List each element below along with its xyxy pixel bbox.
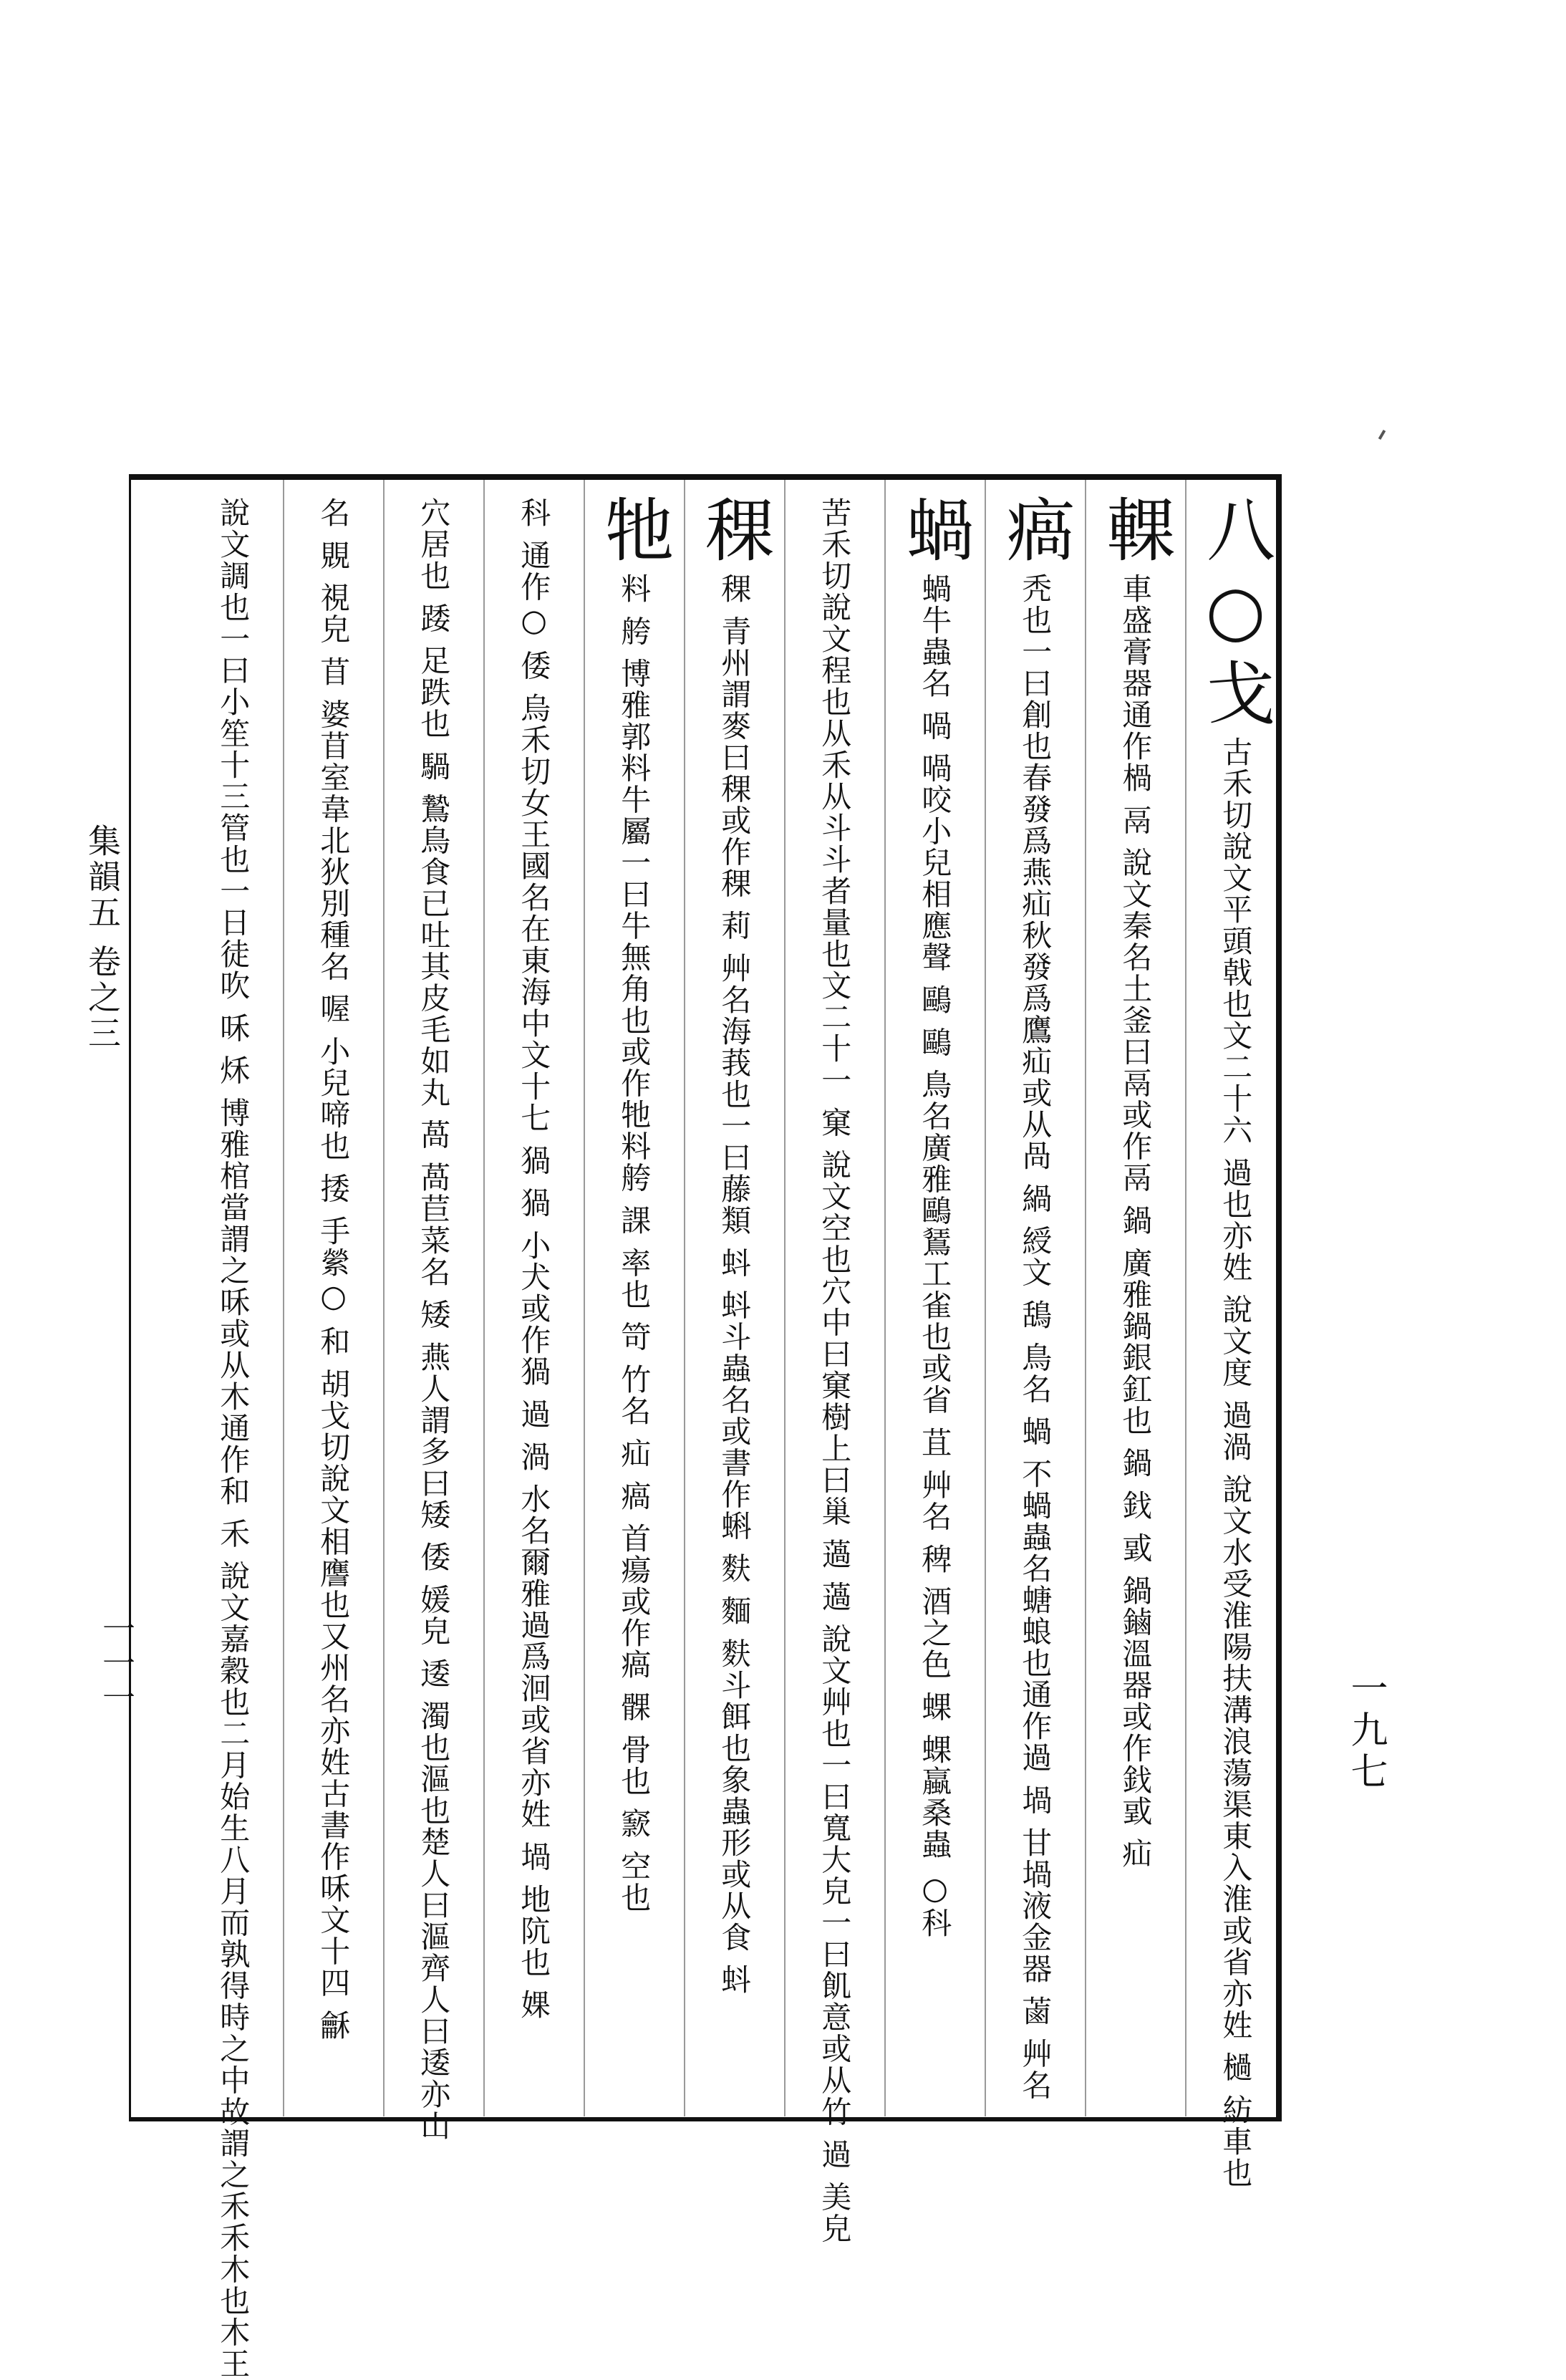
text-column <box>190 494 276 2380</box>
column-text: 秃也一曰創也春發爲燕疝秋發爲鷹疝或从咼 緺 綬文 鴰 鳥名 蝸 不蝸蟲名螗蜋也通作過 堝 甘堝液金器 蓾 艸名 <box>1018 573 1053 2101</box>
column-text: 穴居也 踒 足跌也 騧 鷙鳥食已吐其皮毛如丸 萵 萵苣菜名 矮 燕人謂多曰矮 倭 媛皃 逶 濁也漚也楚人曰漚齊人曰逶亦山 <box>416 497 452 2142</box>
column-head-char: 稞 <box>694 494 775 570</box>
text-column <box>1192 494 1278 2189</box>
running-head: 集韻五 卷之三 <box>83 824 122 1052</box>
column-rule <box>684 480 685 2116</box>
column-head-char: 蝸 <box>894 494 975 570</box>
column-rule <box>884 480 886 2116</box>
column-text: 科 通作○ 倭 烏禾切女王國名在東海中文十七 猧 猧 小犬或作猧 過 渦 水名爾雅過爲洄或省亦姓 堝 地阬也 婐 <box>516 497 552 2021</box>
column-text: 蝸牛蟲名 喎 喎咬小兒相應聲 鷗 鷗 鳥名廣雅鷗鵟工雀也或省 苴 艸名 稗 酒之色 蜾 蜾蠃桑蟲 ○科 <box>917 573 953 1940</box>
margin-mark: 一一一 <box>97 1611 136 1715</box>
text-column <box>290 494 376 2106</box>
text-column <box>1092 494 1178 2106</box>
column-text: 料 舿 博雅郭料牛屬一曰牛無角也或作牠料舿 課 率也 笴 竹名 疝 瘑 首瘍或作瘑 髁 骨也 窾 空也 <box>617 573 652 1914</box>
text-column <box>691 494 777 2106</box>
text-column <box>791 494 877 2245</box>
text-column <box>490 494 576 2106</box>
scan-speck <box>1378 430 1386 440</box>
column-head-char: 八○戈 <box>1195 494 1276 733</box>
column-text: 苦禾切說文程也从禾从斗斗者量也文二十一 窠 說文空也穴中曰窠樹上曰巢 薖 薖 說文艸也一曰寬大皃一曰飢意或从竹 過 美皃 <box>817 497 853 2245</box>
text-column <box>591 494 677 2106</box>
text-column <box>390 494 476 2142</box>
column-head-char: 瘑 <box>995 494 1076 570</box>
page-number: 一九七 <box>1344 1669 1387 1793</box>
column-rule <box>1185 480 1186 2116</box>
text-column <box>891 494 977 2106</box>
column-head-char: 輠 <box>1095 494 1176 570</box>
column-text: 車盛膏器通作楇 鬲 說文秦名土釜曰鬲或作鬲 鍋 廣雅鍋銀釭也 鍋 鈛 戜 鍋鏀溫器或作鈛戜 疝 <box>1118 573 1154 1870</box>
column-rule <box>784 480 786 2116</box>
column-text: 說文調也一曰小笙十三管也一日徒吹 咊 秌 博雅棺當謂之咊或从木通作和 禾 說文嘉穀也二月始生八月而孰得時之中故謂之禾禾木也木王 <box>216 497 251 2380</box>
column-rule <box>483 480 485 2116</box>
column-rule <box>283 480 284 2116</box>
column-text: 名 覞 視皃 苜 婆苜室韋北狄別種名 喔 小兒啼也 捼 手縈○ 和 胡戈切說文相譍也又州名亦姓古書作咊文十四 龢 <box>316 497 352 2041</box>
column-rule <box>1085 480 1086 2116</box>
column-rule <box>584 480 585 2116</box>
column-rule <box>985 480 986 2116</box>
column-text: 稞 青州謂麥曰稞或作稞 莉 艸名海莪也一曰藤類 蚪 蚪斗蟲名或書作蝌 麩 麵 麩斗餌也象蟲形或从食 蚪 <box>717 573 753 1996</box>
column-head-char: 牠 <box>594 494 675 570</box>
text-column <box>992 494 1078 2106</box>
column-text: 古禾切說文平頭戟也文二十六 過也亦姓 說文度 過渦 說文水受淮陽扶溝浪蕩渠東入淮或省亦姓 檛 紡車也 <box>1218 736 1254 2189</box>
column-rule <box>383 480 385 2116</box>
